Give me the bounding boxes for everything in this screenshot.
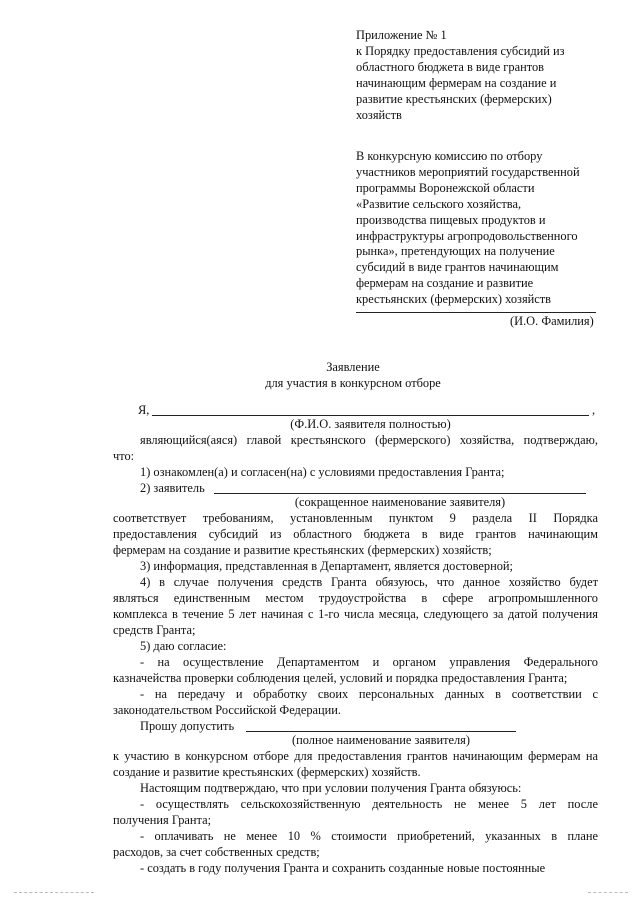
addressee-line: инфраструктуры агропродовольственного bbox=[356, 228, 578, 243]
paragraph-line: - на передачу и обработку своих персональных данных в соответствии с bbox=[140, 687, 598, 701]
addressee-line: В конкурсную комиссию по отбору bbox=[356, 149, 543, 163]
addressee-line: субсидий в виде грантов начинающим bbox=[356, 260, 559, 275]
obligation-1 bbox=[140, 797, 598, 813]
applicant-full-name-field[interactable] bbox=[246, 731, 516, 732]
addressee-line: фермерам на создание и развитие bbox=[356, 276, 534, 291]
paragraph-line: получения Гранта; bbox=[113, 813, 212, 827]
paragraph-line: расходов, за счет собственных средств; bbox=[113, 845, 320, 859]
item-3: 3) информация, представленная в Департамент, является достоверной; bbox=[140, 559, 513, 573]
scan-edge-mark bbox=[14, 892, 94, 893]
paragraph-line: законодательством Российской Федерации. bbox=[113, 703, 342, 717]
addressee-line: программы Воронежской области bbox=[356, 180, 535, 195]
item-2-label: 2) заявитель bbox=[140, 481, 205, 495]
appendix-title: Приложение № 1 bbox=[356, 28, 447, 42]
head-paragraph bbox=[140, 433, 598, 449]
item-1: 1) ознакомлен(а) и согласен(на) с условиями предоставления Гранта; bbox=[140, 465, 505, 479]
paragraph-line: являющийся(аяся) главой крестьянского (фермерского) хозяйства, подтверждаю, bbox=[140, 433, 598, 447]
paragraph-line: создание и развитие крестьянских (фермерских) хозяйств. bbox=[113, 765, 421, 779]
appendix-line: развитие крестьянских (фермерских) bbox=[356, 91, 552, 106]
obligation-3: - создать в году получения Гранта и сохранить созданные новые постоянные bbox=[140, 861, 546, 875]
item-4-text bbox=[140, 575, 598, 591]
appendix-line: к Порядку предоставления субсидий из bbox=[356, 43, 565, 58]
signature-caption: (И.О. Фамилия) bbox=[510, 314, 594, 328]
paragraph-line: комплекса в течение 5 лет начиная с 1-го числа месяца, следующего за датой получения bbox=[113, 606, 598, 621]
item-2-text bbox=[113, 511, 598, 543]
paragraph-line: 4) в случае получения средств Гранта обязуюсь, что данное хозяйство будет bbox=[140, 575, 598, 589]
obligations-intro: Настоящим подтверждаю, что при условии получения Гранта обязуюсь: bbox=[140, 781, 522, 795]
document-subtitle: для участия в конкурсном отборе bbox=[265, 376, 441, 390]
short-name-caption: (сокращенное наименование заявителя) bbox=[294, 495, 506, 509]
paragraph-line: соответствует требованиям, установленным пунктом 9 раздела II Порядка bbox=[113, 511, 598, 525]
addressee-line: «Развитие сельского хозяйства, bbox=[356, 196, 522, 211]
addressee-line: производства пищевых продуктов и bbox=[356, 212, 546, 227]
paragraph-line: - осуществлять сельскохозяйственную деятельность не менее 5 лет после bbox=[140, 797, 598, 811]
appendix-line: хозяйств bbox=[356, 107, 402, 122]
i-label: Я, bbox=[138, 403, 150, 417]
paragraph-line: - на осуществление Департаментом и органом управления Федерального bbox=[140, 655, 598, 669]
paragraph-line: являться единственным местом трудоустройства в сфере агропромышленного bbox=[113, 591, 598, 605]
item-5a bbox=[140, 655, 598, 671]
applicant-short-name-field[interactable] bbox=[214, 493, 586, 494]
appendix-line: начинающим фермерам на создание и bbox=[356, 75, 557, 90]
addressee-line: участников мероприятий государственной bbox=[356, 164, 580, 179]
signature-blank-line[interactable] bbox=[356, 312, 596, 313]
paragraph-line: казначейства проверки соблюдения целей, условий и порядка предоставления Гранта; bbox=[113, 671, 568, 685]
appendix-line: областного бюджета в виде грантов bbox=[356, 59, 545, 74]
item-5b bbox=[140, 687, 598, 703]
i-line-end: , bbox=[592, 403, 596, 417]
admit-label: Прошу допустить bbox=[140, 719, 235, 733]
fio-caption: (Ф.И.О. заявителя полностью) bbox=[290, 417, 451, 431]
item-4-text-cont bbox=[113, 591, 598, 623]
full-name-caption: (полное наименование заявителя) bbox=[291, 733, 471, 747]
addressee-line: крестьянских (фермерских) хозяйств bbox=[356, 292, 552, 307]
paragraph-line: к участию в конкурсном отборе для предоставления грантов начинающим фермерам на bbox=[113, 749, 598, 763]
paragraph-line: предоставления субсидий из областного бюджета в виде грантов начинающим bbox=[113, 526, 598, 541]
addressee-block bbox=[356, 149, 580, 308]
item-5: 5) даю согласие: bbox=[140, 639, 227, 653]
obligation-2 bbox=[140, 829, 598, 845]
paragraph-line: фермерам на создание и развитие крестьянских (фермерских) хозяйств; bbox=[113, 543, 492, 557]
addressee-line: рынка», претендующих на получение bbox=[356, 244, 555, 259]
paragraph-line: что: bbox=[113, 449, 135, 463]
paragraph-line: - оплачивать не менее 10 % стоимости приобретений, указанных в плане bbox=[140, 829, 598, 843]
applicant-fio-field[interactable] bbox=[152, 415, 589, 416]
admit-text bbox=[113, 749, 598, 765]
document-title: Заявление bbox=[326, 360, 380, 374]
appendix-header bbox=[356, 28, 565, 123]
paragraph-line: средств Гранта; bbox=[113, 623, 196, 637]
scan-edge-mark bbox=[588, 892, 628, 893]
